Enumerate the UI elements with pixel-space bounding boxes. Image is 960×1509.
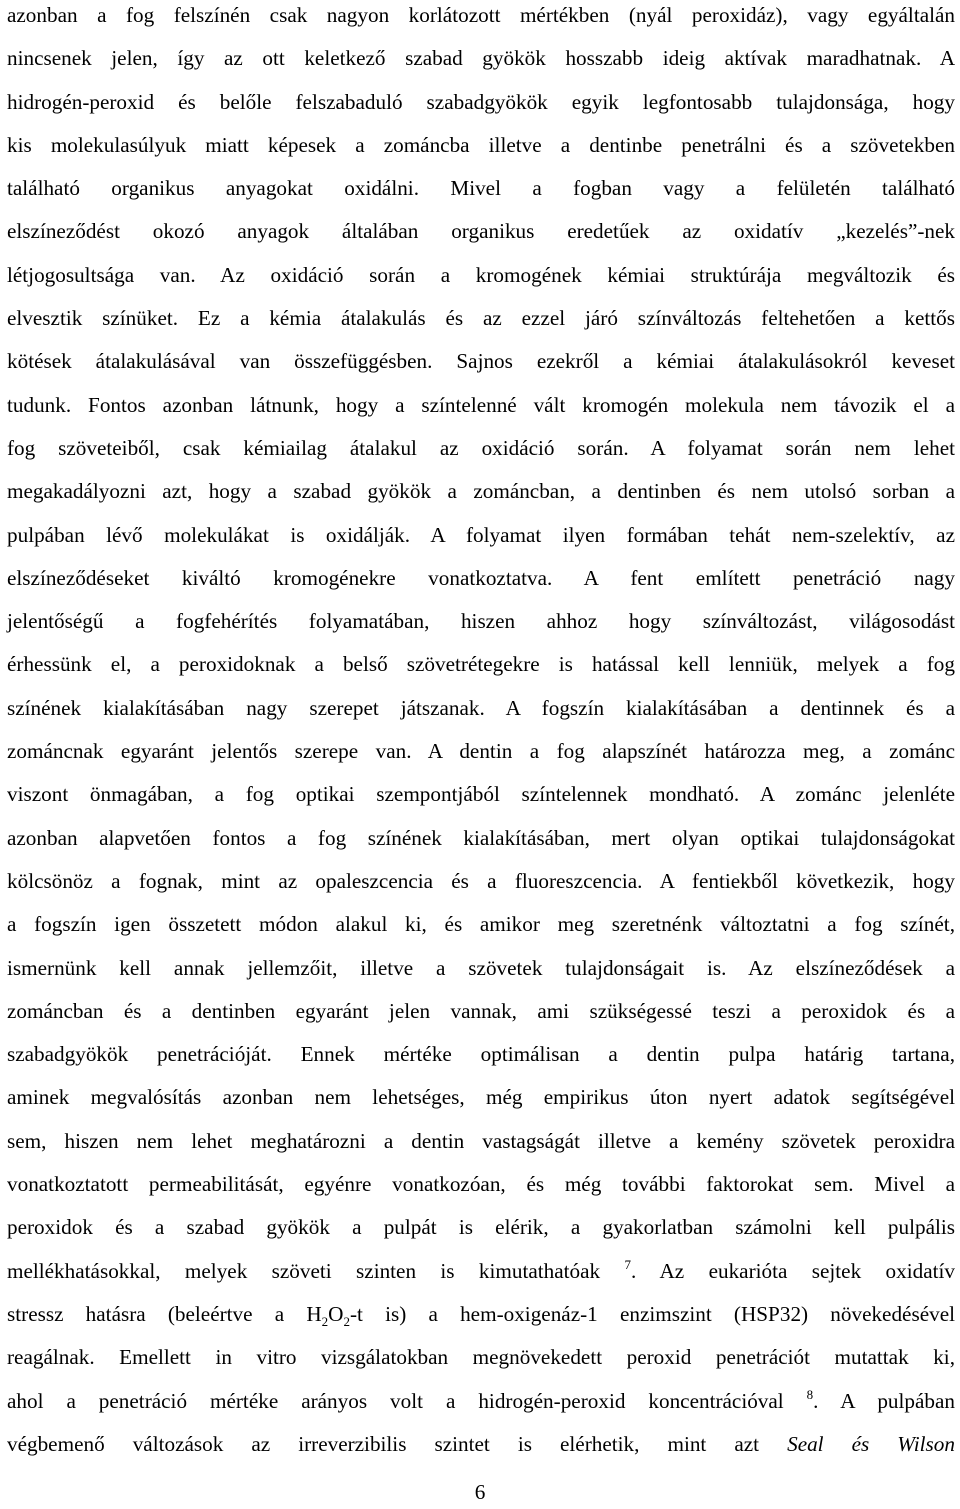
text-line: elszíneződést okozó anyagok általában organikus eredetűek az oxidatív „kezelés”-nek	[7, 219, 955, 244]
text-line-footnote-8	[7, 1380, 955, 1423]
citation-authors: Seal és Wilson	[787, 1431, 955, 1456]
text-fragment: -t is) a hem-oxigenáz-1 enzimszint (HSP32) növekedésével	[349, 1301, 955, 1326]
text-line: elvesztik színüket. Ez a kémia átalakulás és az ezzel járó színváltozás feltehetően a kettős	[7, 306, 955, 331]
text-line: azonban a fog felszínén csak nagyon korlátozott mértékben (nyál peroxidáz), vagy egyáltalán	[7, 3, 955, 27]
subscript: 2	[343, 1313, 350, 1329]
text-fragment: . Az eukarióta sejtek oxidatív	[631, 1258, 955, 1283]
text-line: zománcnak egyaránt jelentős szerepe van. A dentin a fog alapszínét határozza meg, a zománc	[7, 739, 955, 764]
text-line: kötések átalakulásával van összefüggésben. Sajnos ezekről a kémiai átalakulásokról keveset	[7, 349, 955, 374]
page-number: 6	[474, 1480, 486, 1504]
text-line: peroxidok és a szabad gyökök a pulpát is elérik, a gyakorlatban számolni kell pulpális	[7, 1215, 955, 1240]
text-line: elszíneződéseket kiváltó kromogénekre vonatkoztatva. A fent említett penetráció nagy	[7, 565, 955, 590]
text-fragment: mellékhatásokkal, melyek szöveti szinten is kimutathatóak	[7, 1258, 625, 1283]
text-fragment: ahol a penetráció mértéke arányos volt a hidrogén-peroxid koncentrációval	[7, 1388, 807, 1413]
text-line: viszont önmagában, a fog optikai szempontjából színtelennek mondható. A zománc jelenléte	[7, 782, 955, 807]
text-line: zománcban és a dentinben egyaránt jelen vannak, ami szükségessé teszi a peroxidok és a	[7, 998, 955, 1023]
text-line: színének kialakításában nagy szerepet játszanak. A fogszín kialakításában a dentinnek és a	[7, 695, 955, 720]
text-line: tudunk. Fontos azonban látnunk, hogy a színtelenné vált kromogén molekula nem távozik el a	[7, 392, 955, 417]
text-fragment: stressz hatásra (beleértve a H	[7, 1301, 322, 1326]
text-line: ismernünk kell annak jellemzőit, illetve a szövetek tulajdonságait is. Az elszíneződések a	[7, 955, 955, 980]
text-line-h2o2	[7, 1293, 955, 1336]
subscript: 2	[321, 1313, 329, 1329]
text-line: a fogszín igen összetett módon alakul ki, és amikor meg szeretnénk változtatni a fog színét,	[7, 912, 955, 937]
text-line: megakadályozni azt, hogy a szabad gyökök a zománcban, a dentinben és nem utolsó sorban a	[7, 479, 955, 504]
text-line: sem, hiszen nem lehet meghatározni a dentin vastagságát illetve a kemény szövetek peroxidra	[7, 1128, 955, 1153]
document-body	[7, 0, 955, 1466]
text-line-footnote-7	[7, 1250, 955, 1293]
text-line: vonatkoztatott permeabilitását, egyénre vonatkozóan, és még további faktorokat sem. Mivel a	[7, 1172, 955, 1197]
text-fragment: O	[328, 1301, 344, 1326]
footnote-reference[interactable]: 7	[624, 1256, 631, 1272]
text-line: kis molekulasúlyuk miatt képesek a zománcba illetve a dentinbe penetrálni és a szövetekben	[7, 132, 955, 157]
text-fragment: végbemenő változások az irreverzibilis szintet is elérhetik, mint azt	[7, 1431, 788, 1456]
text-line: nincsenek jelen, így az ott keletkező szabad gyökök hosszabb ideig aktívak maradhatnak. A	[7, 46, 955, 71]
text-line: érhessünk el, a peroxidoknak a belső szövetrétegekre is hatással kell lenniük, melyek a fog	[7, 652, 955, 677]
text-line: jelentőségű a fogfehérítés folyamatában, hiszen ahhoz hogy színváltozást, világosodást	[7, 609, 955, 634]
text-line: szabadgyökök penetrációját. Ennek mértéke optimálisan a dentin pulpa határig tartana,	[7, 1042, 955, 1067]
footnote-reference[interactable]: 8	[806, 1386, 814, 1402]
text-line: pulpában lévő molekulákat is oxidálják. A folyamat ilyen formában tehát nem-szelektív, az	[7, 522, 955, 547]
text-line: hidrogén-peroxid és belőle felszabaduló szabadgyökök egyik legfontosabb tulajdonsága, hogy	[7, 89, 955, 114]
text-line: kölcsönöz a fognak, mint az opaleszcencia és a fluoreszcencia. A fentiekből következik, hogy	[7, 868, 955, 893]
text-line: aminek megvalósítás azonban nem lehetséges, még empirikus úton nyert adatok segítségével	[7, 1085, 955, 1110]
text-fragment: . A pulpában	[813, 1388, 956, 1413]
text-line: fog szöveteiből, csak kémiailag átalakul az oxidáció során. A folyamat során nem lehet	[7, 435, 955, 460]
text-line: azonban alapvetően fontos a fog színének kialakításában, mert olyan optikai tulajdonságokat	[7, 825, 955, 850]
text-line: reagálnak. Emellett in vitro vizsgálatokban megnövekedett peroxid penetrációt mutattak ki,	[7, 1345, 955, 1370]
text-line: található organikus anyagokat oxidálni. Mivel a fogban vagy a felületén található	[7, 176, 955, 201]
text-line-citation	[7, 1423, 955, 1466]
text-line: létjogosultsága van. Az oxidáció során a kromogének kémiai struktúrája megváltozik és	[7, 262, 955, 287]
